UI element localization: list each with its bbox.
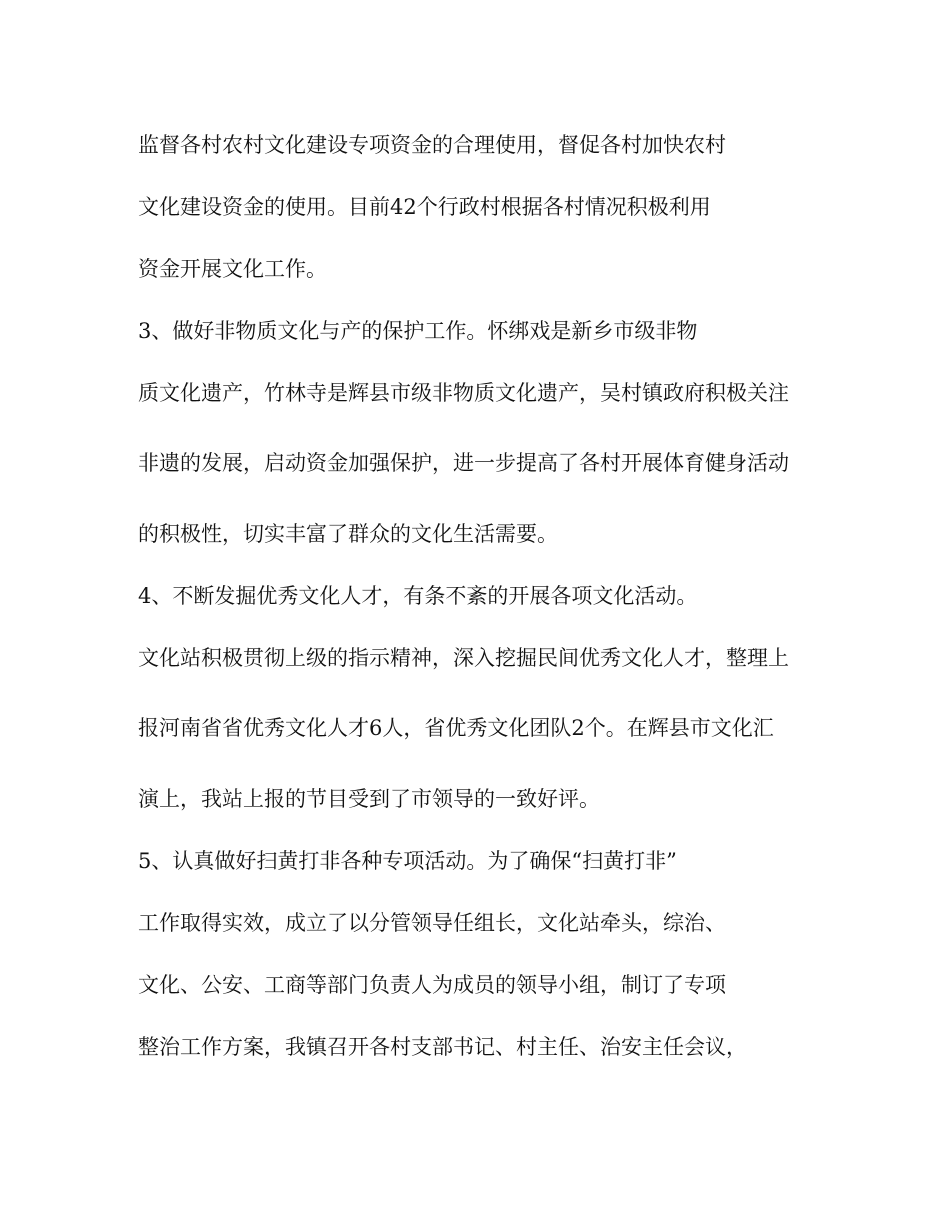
text-line: 质文化遗产，竹林寺是辉县市级非物质文化遗产，吴村镇政府积极关注 [138, 381, 789, 405]
text-line: 5、认真做好扫黄打非各种专项活动。为了确保“扫黄打非” [138, 849, 677, 873]
text-line: 报河南省省优秀文化人才6人，省优秀文化团队2个。在辉县市文化汇 [138, 716, 774, 740]
text-line: 文化、公安、工商等部门负责人为成员的领导小组，制订了专项 [138, 973, 726, 997]
text-line: 非遗的发展，启动资金加强保护，进一步提高了各村开展体育健身活动 [138, 451, 789, 475]
text-line: 4、不断发掘优秀文化人才，有条不紊的开展各项文化活动。 [138, 584, 698, 608]
text-line: 3、做好非物质文化与产的保护工作。怀绑戏是新乡市级非物 [138, 319, 698, 343]
text-line: 文化站积极贯彻上级的指示精神，深入挖掘民间优秀文化人才，整理上 [138, 646, 789, 670]
text-line: 文化建设资金的使用。目前42个行政村根据各村情况积极利用 [138, 195, 711, 219]
text-line: 资金开展文化工作。 [138, 257, 327, 281]
text-line: 整治工作方案，我镇召开各村支部书记、村主任、治安主任会议， [138, 1035, 747, 1059]
text-line: 监督各村农村文化建设专项资金的合理使用，督促各村加快农村 [138, 133, 726, 157]
text-line: 演上，我站上报的节目受到了市领导的一致好评。 [138, 787, 600, 811]
text-line: 的积极性，切实丰富了群众的文化生活需要。 [138, 522, 558, 546]
text-line: 工作取得实效，成立了以分管领导任组长，文化站牵头，综治、 [138, 911, 726, 935]
